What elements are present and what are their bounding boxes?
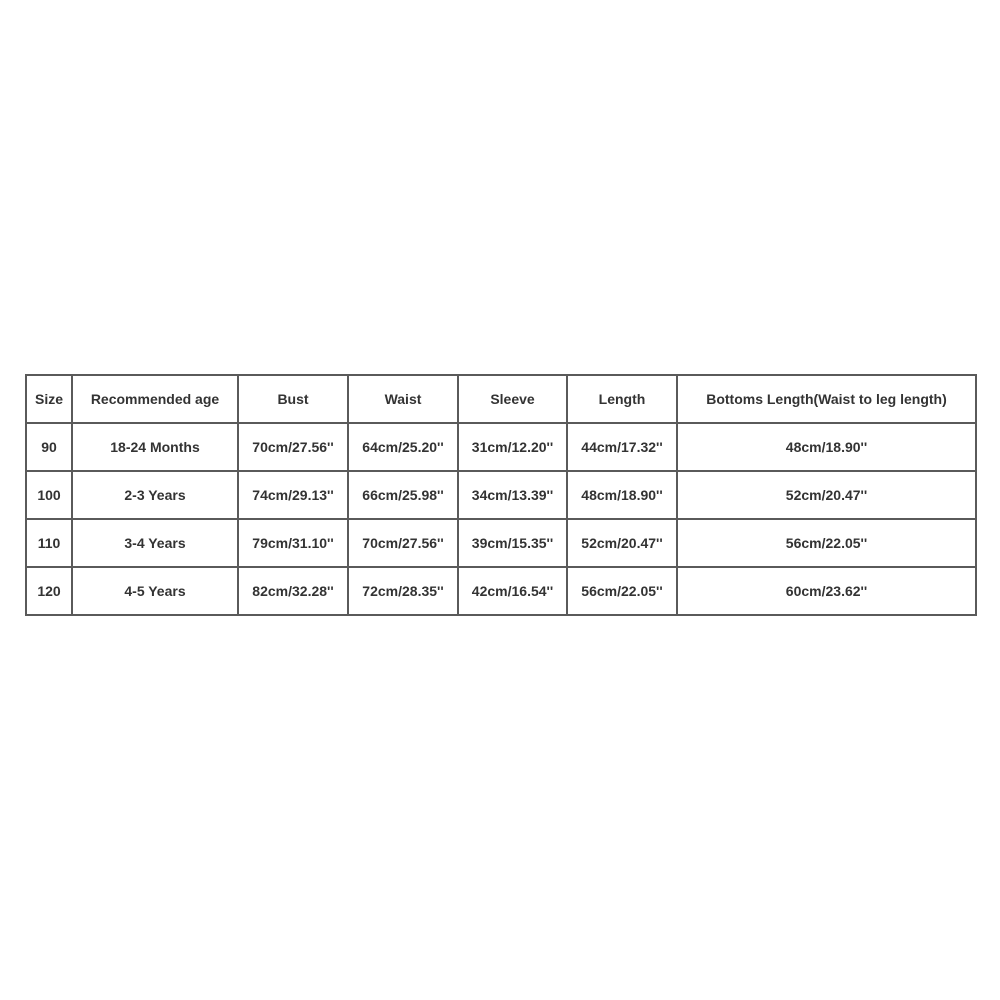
cell-bottoms-length: 56cm/22.05'': [677, 519, 976, 567]
table-row: [26, 567, 976, 615]
cell-size: 110: [26, 519, 72, 567]
cell-waist: 66cm/25.98'': [348, 471, 458, 519]
cell-bottoms-length: 52cm/20.47'': [677, 471, 976, 519]
cell-bottoms-length: 60cm/23.62'': [677, 567, 976, 615]
cell-bust: 74cm/29.13'': [238, 471, 348, 519]
cell-size: 90: [26, 423, 72, 471]
cell-sleeve: 31cm/12.20'': [458, 423, 567, 471]
cell-sleeve: 42cm/16.54'': [458, 567, 567, 615]
header-recommended-age: Recommended age: [72, 375, 238, 423]
cell-waist: 70cm/27.56'': [348, 519, 458, 567]
cell-recommended-age: 4-5 Years: [72, 567, 238, 615]
cell-recommended-age: 3-4 Years: [72, 519, 238, 567]
size-chart-table: [25, 374, 977, 616]
table-row: [26, 423, 976, 471]
cell-waist: 64cm/25.20'': [348, 423, 458, 471]
cell-waist: 72cm/28.35'': [348, 567, 458, 615]
cell-length: 48cm/18.90'': [567, 471, 677, 519]
table-row: [26, 519, 976, 567]
cell-sleeve: 34cm/13.39'': [458, 471, 567, 519]
cell-recommended-age: 2-3 Years: [72, 471, 238, 519]
table-row: [26, 471, 976, 519]
cell-bottoms-length: 48cm/18.90'': [677, 423, 976, 471]
cell-size: 100: [26, 471, 72, 519]
cell-length: 56cm/22.05'': [567, 567, 677, 615]
cell-bust: 70cm/27.56'': [238, 423, 348, 471]
header-length: Length: [567, 375, 677, 423]
cell-size: 120: [26, 567, 72, 615]
cell-length: 44cm/17.32'': [567, 423, 677, 471]
cell-length: 52cm/20.47'': [567, 519, 677, 567]
cell-bust: 82cm/32.28'': [238, 567, 348, 615]
header-waist: Waist: [348, 375, 458, 423]
header-bust: Bust: [238, 375, 348, 423]
header-sleeve: Sleeve: [458, 375, 567, 423]
cell-bust: 79cm/31.10'': [238, 519, 348, 567]
header-bottoms-length: Bottoms Length(Waist to leg length): [677, 375, 976, 423]
cell-sleeve: 39cm/15.35'': [458, 519, 567, 567]
header-size: Size: [26, 375, 72, 423]
header-row: [26, 375, 976, 423]
cell-recommended-age: 18-24 Months: [72, 423, 238, 471]
